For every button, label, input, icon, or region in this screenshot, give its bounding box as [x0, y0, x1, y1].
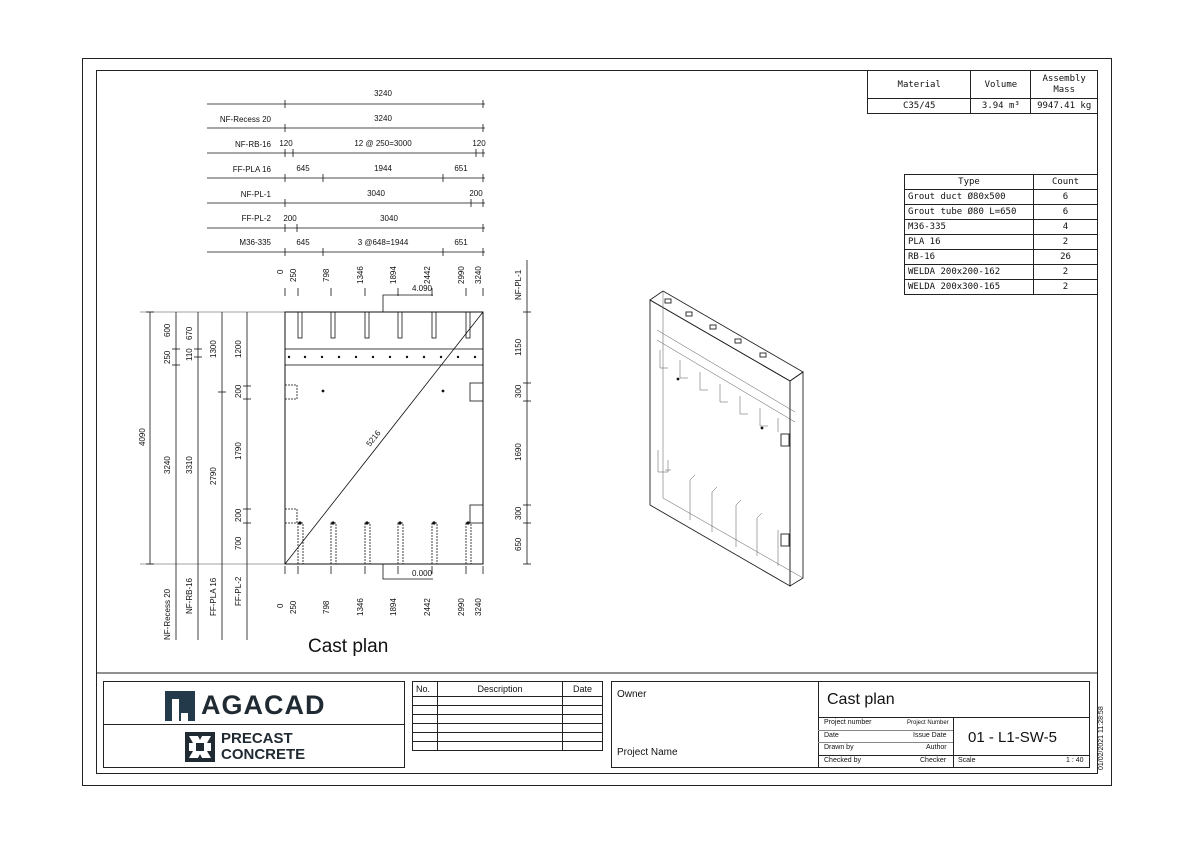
dim-value: 200: [283, 214, 297, 223]
left-dim: 110: [185, 348, 194, 361]
sheet-name: Cast plan: [827, 691, 895, 708]
table-row: Grout duct Ø80x500 6: [905, 190, 1098, 205]
drawn-by-label: Drawn by: [824, 744, 854, 751]
elevation-bottom: 0.000: [411, 569, 433, 578]
right-dim: 650: [514, 537, 523, 551]
type-header: Type: [905, 175, 1034, 190]
material-header: Material: [868, 71, 971, 99]
dim-row-label: M36-335: [239, 238, 271, 247]
dim-value: 3040: [367, 189, 385, 198]
ordinate-bottom: 0: [276, 603, 285, 608]
logo-divider: [103, 724, 405, 725]
left-label: FF-PL-2: [234, 576, 243, 606]
left-dim: 2790: [209, 467, 218, 485]
dim-overall-top: 3240: [374, 89, 392, 98]
right-dim: 1150: [514, 338, 523, 356]
dim-value: 12 @ 250=3000: [354, 139, 412, 148]
left-dim: 200: [234, 508, 243, 522]
checked-by-value: Checker: [920, 757, 947, 764]
mass-value: 9947.41 kg: [1031, 99, 1098, 114]
revision-table: [412, 681, 603, 751]
left-dim: 3240: [163, 456, 172, 474]
ordinate-top: 1894: [389, 266, 398, 284]
ordinate-bottom: 2990: [457, 598, 466, 616]
ordinate-top: 0: [276, 269, 285, 274]
ordinate-bottom: 798: [322, 600, 331, 614]
left-dim: 3310: [185, 456, 194, 474]
rev-date-header: Date: [563, 682, 603, 697]
volume-header: Volume: [971, 71, 1031, 99]
precast-logo: [185, 731, 305, 763]
left-overall: 4090: [138, 428, 147, 446]
left-dim: 1790: [234, 442, 243, 460]
table-row: Grout tube Ø80 L=650 6: [905, 205, 1098, 220]
dim-row-label: FF-PL-2: [241, 214, 271, 223]
elevation-top: 4.090: [411, 284, 433, 293]
agacad-logo-icon: [165, 691, 195, 721]
dim-value: 120: [472, 139, 486, 148]
dim-value: 120: [279, 139, 293, 148]
fields-row-line: [818, 742, 953, 743]
left-label: FF-PLA 16: [209, 577, 218, 616]
right-dim: 300: [514, 506, 523, 520]
ordinate-top: 1346: [356, 266, 365, 284]
left-dim: 250: [163, 350, 172, 364]
timestamp: 01/02/2021 11:28:58: [1098, 706, 1105, 770]
dim-row-label: NF-PL-1: [240, 190, 271, 199]
mass-header: Assembly Mass: [1031, 71, 1098, 99]
fields-row-line: [818, 755, 1090, 756]
dim-value: 651: [454, 164, 468, 173]
ordinate-bottom: 1346: [356, 598, 365, 616]
fields-vline: [953, 717, 954, 768]
right-label: NF-PL-1: [514, 269, 523, 300]
left-dim: 1300: [209, 340, 218, 358]
dim-value: 3 @648=1944: [357, 238, 409, 247]
table-row: WELDA 200x200-162 2: [905, 265, 1098, 280]
left-label: NF-RB-16: [185, 577, 194, 614]
left-dim: 200: [234, 384, 243, 398]
dim-row-label: NF-RB-16: [234, 140, 271, 149]
left-dim: 600: [163, 323, 172, 337]
fields-row-line: [818, 730, 953, 731]
scale-label: Scale: [958, 757, 976, 764]
right-dim: 1690: [514, 443, 523, 461]
ordinate-bottom: 250: [289, 600, 298, 614]
drawn-by-value: Author: [926, 744, 947, 751]
company-name: AGACAD: [201, 690, 326, 720]
ordinate-bottom: 2442: [423, 598, 432, 616]
ordinate-bottom: 1894: [389, 598, 398, 616]
product-line-2: CONCRETE: [221, 746, 306, 763]
right-dim: 300: [514, 384, 523, 398]
project-number-value: Project Number: [907, 720, 949, 726]
rev-no-header: No.: [413, 682, 438, 697]
dim-value: 645: [296, 164, 310, 173]
scale-value: 1 : 40: [1066, 757, 1084, 764]
rev-desc-header: Description: [438, 682, 563, 697]
dim-value: 1944: [374, 164, 392, 173]
dim-row-label: FF-PLA 16: [232, 165, 271, 174]
owner-label: Owner: [617, 689, 647, 700]
table-row: M36-335 4: [905, 220, 1098, 235]
left-dim: 1200: [234, 340, 243, 358]
left-dim: 670: [185, 326, 194, 340]
dim-value: 200: [469, 189, 483, 198]
date-value: Issue Date: [913, 732, 947, 739]
project-number-label: Project number: [824, 719, 872, 726]
material-value: C35/45: [868, 99, 971, 114]
left-dim: 700: [234, 536, 243, 550]
fields-top-line: [818, 717, 1090, 718]
dim-value: 3040: [380, 214, 398, 223]
diagonal-dim: 5216: [364, 428, 383, 449]
ordinate-top: 3240: [474, 266, 483, 284]
date-label: Date: [824, 732, 839, 739]
count-header: Count: [1034, 175, 1098, 190]
ordinate-bottom: 3240: [474, 598, 483, 616]
dim-value: 3240: [374, 114, 392, 123]
precast-logo-icon: [185, 732, 215, 762]
ordinate-top: 2990: [457, 266, 466, 284]
project-name-label: Project Name: [617, 747, 678, 758]
view-title: Cast plan: [308, 636, 389, 657]
ordinate-top: 798: [322, 268, 331, 282]
sheet-number: 01 - L1-SW-5: [968, 729, 1057, 746]
table-row: WELDA 200x300-165 2: [905, 280, 1098, 295]
product-line-1: PRECAST: [221, 730, 293, 747]
volume-value: 3.94 m³: [971, 99, 1031, 114]
checked-by-label: Checked by: [824, 757, 861, 764]
table-row: RB-16 26: [905, 250, 1098, 265]
isometric-view: [650, 291, 803, 586]
ordinate-top: 250: [289, 268, 298, 282]
ordinate-top: 2442: [423, 266, 432, 284]
agacad-logo: [165, 690, 326, 721]
dim-row-label: NF-Recess 20: [219, 115, 271, 124]
table-row: PLA 16 2: [905, 235, 1098, 250]
dim-value: 645: [296, 238, 310, 247]
left-label: NF-Recess 20: [163, 588, 172, 640]
dim-value: 651: [454, 238, 468, 247]
